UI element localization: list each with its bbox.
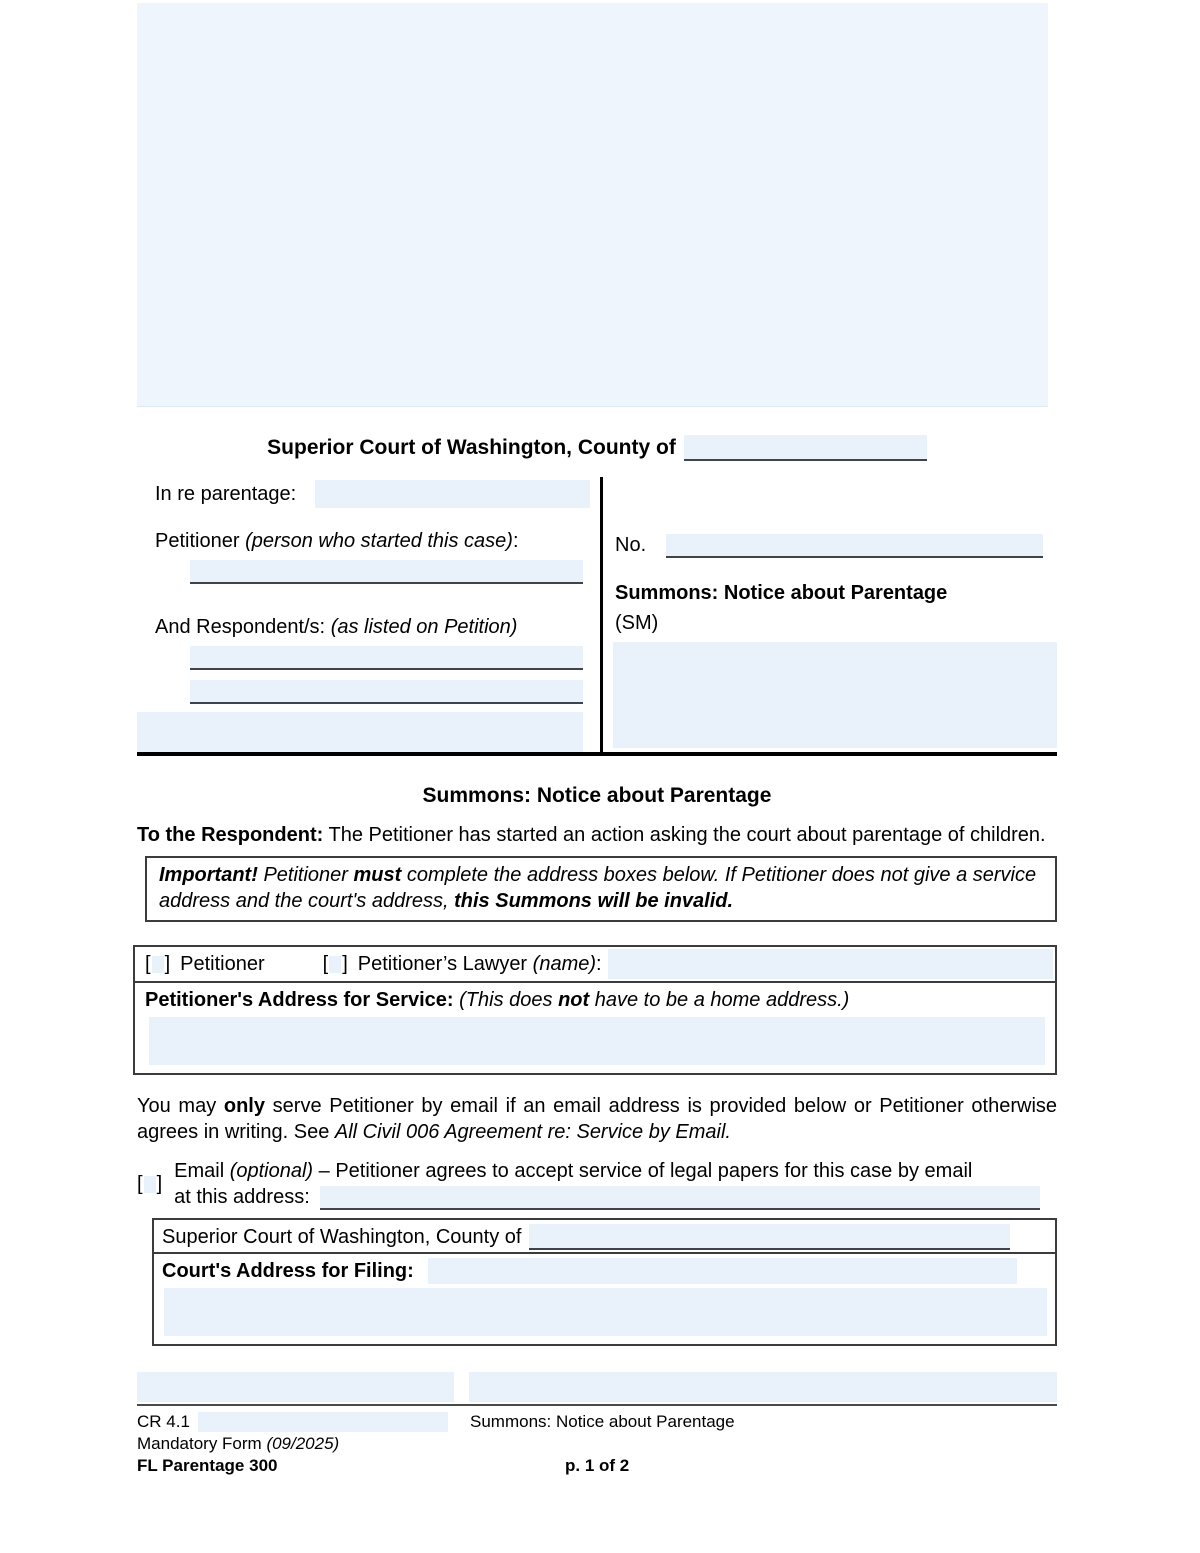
respondents-label: And Respondent/s: [155,616,326,638]
court-filing-field-2[interactable] [164,1288,1047,1336]
petitioner-checkbox[interactable] [145,951,170,977]
checkbox-fill [152,956,164,973]
petitioner-service-box [133,945,1057,1075]
respondent-name-field-2[interactable] [190,680,583,704]
footer-mandatory-date: (09/2025) [266,1434,340,1453]
court-county-row [154,1220,1055,1254]
filing-stamp-area[interactable] [137,3,1048,407]
checkbox-fill [144,1176,156,1193]
footer-mandatory-label: Mandatory Form [137,1434,262,1453]
caption-case-column [600,477,1057,752]
court-title-line [137,434,1057,461]
service-address-note1: (This does [459,989,553,1011]
footer-form-number: FL Parentage 300 [137,1456,278,1475]
footer-page-line [470,1455,1057,1477]
service-address-field[interactable] [149,1017,1045,1065]
caption-doc-code: (SM) [615,612,659,634]
respondents-note: (as listed on Petition) [330,616,518,638]
service-address-note2: have to be a home address.) [594,989,850,1011]
important-notice-box [145,856,1057,922]
footer-page-number: p. 1 of 2 [565,1456,630,1475]
footer-left-field[interactable] [137,1372,454,1402]
court-filing-label-line [162,1258,1047,1284]
court-filing-label: Court's Address for Filing: [162,1260,414,1282]
bracket-close: ] [164,953,171,975]
email-rule-citation: All Civil 006 Agreement re: Service by Email. [334,1121,731,1143]
lawyer-option-text: Petitioner’s Lawyer [357,953,528,975]
email-option-label: Email [174,1160,225,1182]
important-bold2: this Summons will be invalid. [454,890,734,912]
footer-mandatory-line [137,1433,470,1455]
to-respondent-text: The Petitioner has started an action asking the court about parentage of children. [328,824,1046,846]
court-county-field[interactable] [529,1224,1010,1250]
to-respondent-paragraph [137,822,1057,848]
respondent-extra-field[interactable] [137,712,583,752]
footer-right-column [470,1411,1057,1477]
court-filing-row [154,1254,1055,1344]
email-address-label: at this address: [174,1186,310,1208]
important-seg2: complete the address boxes below. If Petitioner does not give a service address and the court's address, [159,864,1037,912]
service-recipient-row [135,947,1055,983]
service-address-row [135,983,1055,1073]
footer-doc-title: Summons: Notice about Parentage [470,1412,735,1431]
bracket-open: [ [137,1173,143,1195]
respondents-label-line [137,614,600,640]
bracket-open: [ [322,953,329,975]
email-address-field[interactable] [320,1186,1040,1210]
email-option-note: (optional) [229,1160,314,1182]
bracket-open: [ [145,953,151,975]
footer-rule-line [137,1411,470,1433]
footer-right-field[interactable] [469,1372,1057,1402]
footer-field-gap [454,1372,469,1402]
footer-field-row [137,1372,1057,1402]
document-heading: Summons: Notice about Parentage [422,784,772,807]
bracket-close: ] [156,1173,163,1195]
email-option-text [174,1158,1057,1210]
email-checkbox[interactable] [137,1158,162,1210]
petitioner-colon: : [512,530,519,552]
caption-doc-title: Summons: Notice about Parentage [615,582,948,604]
court-title-text: Superior Court of Washington, County of [267,436,676,459]
email-rule-seg2: serve Petitioner by email if an email address is provided below or Petitioner otherwise agrees in writing. See [137,1095,1058,1143]
case-number-row [615,532,1057,558]
petitioner-label-line [137,528,600,554]
court-address-box [152,1218,1057,1346]
service-address-note-bold: not [558,989,590,1011]
important-bold1: must [353,864,402,886]
email-option-line1 [174,1158,1057,1184]
petitioner-name-field[interactable] [190,560,583,584]
email-service-paragraph [137,1093,1057,1145]
petitioner-option-label: Petitioner [180,953,265,975]
lawyer-name-field[interactable] [608,949,1053,979]
footer-columns [137,1411,1057,1477]
checkbox-fill [329,956,341,973]
petitioner-note: (person who started this case) [245,530,513,552]
bracket-close: ] [342,953,348,975]
court-filing-field-1[interactable] [428,1258,1017,1284]
case-caption-table [137,477,1057,756]
email-option-desc: – Petitioner agrees to accept service of legal papers for this case by email [318,1160,973,1182]
in-re-label: In re parentage: [155,483,297,505]
email-rule-seg1: You may [137,1095,217,1117]
in-re-field[interactable] [315,480,590,508]
footer-divider [137,1404,1057,1406]
in-re-row [137,480,600,508]
case-number-label: No. [615,534,647,556]
lawyer-colon: : [596,953,602,975]
lawyer-option-label [358,951,602,977]
important-lead: Important! [159,864,258,886]
service-address-label-line [145,987,1047,1013]
footer-spacer-line [470,1433,1057,1455]
case-number-field[interactable] [666,534,1043,558]
to-respondent-lead: To the Respondent: [137,824,324,846]
petitioner-label: Petitioner [155,530,240,552]
page-footer [137,1372,1057,1477]
footer-left-column [137,1411,470,1477]
service-address-label: Petitioner's Address for Service: [145,989,454,1011]
email-option-block [137,1158,1057,1210]
lawyer-checkbox[interactable] [323,951,348,977]
email-rule-bold: only [223,1095,265,1117]
respondent-name-field-1[interactable] [190,646,583,670]
caption-parties-column [137,477,600,752]
footer-rule-label: CR 4.1 [137,1412,190,1431]
email-option-line2 [174,1184,1057,1210]
footer-rule-field[interactable] [198,1412,448,1432]
county-field[interactable] [684,435,927,461]
important-seg1: Petitioner [263,864,348,886]
court-county-label: Superior Court of Washington, County of [162,1226,522,1248]
lawyer-name-note: (name) [532,953,597,975]
clerk-action-field[interactable] [613,642,1057,748]
